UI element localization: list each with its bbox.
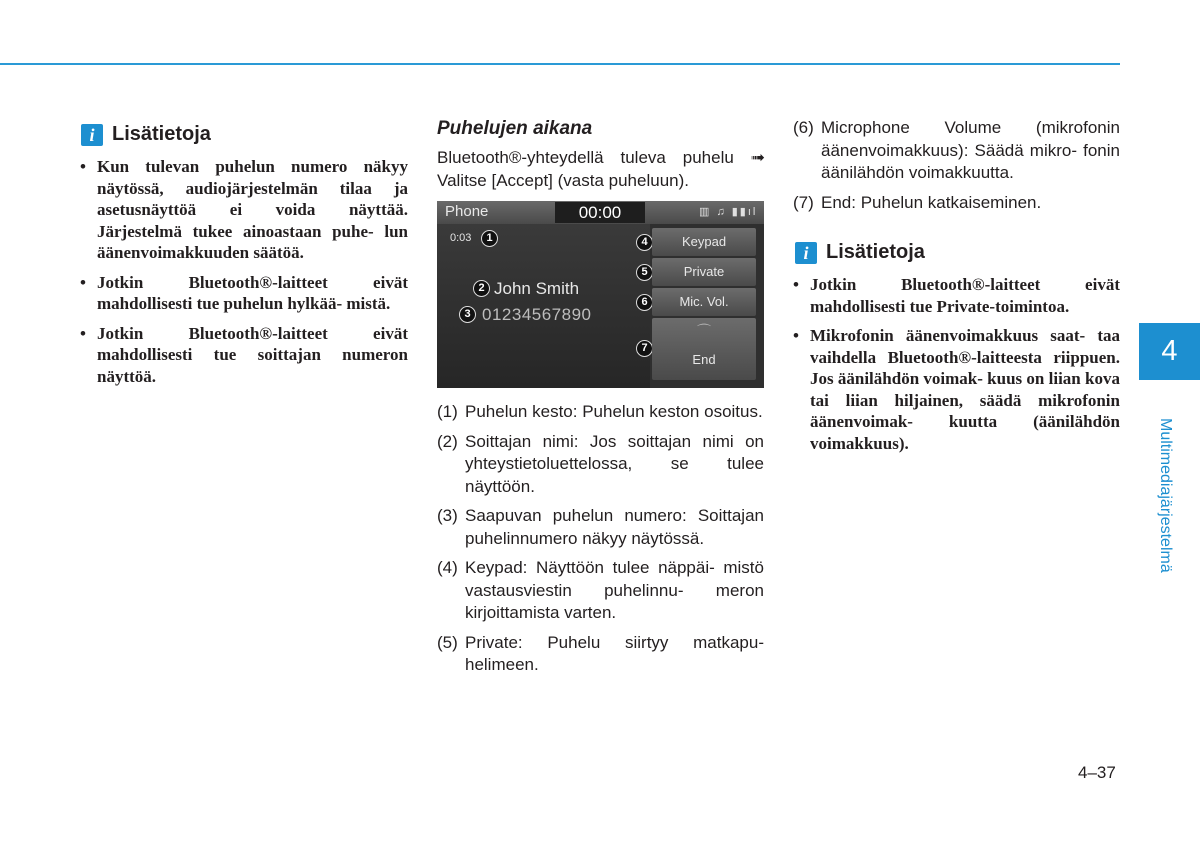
section-title: Puhelujen aikana [437,118,593,139]
list-item [437,431,764,499]
item-number: (7) [793,192,814,212]
callout-7: 7 [636,340,653,357]
item-text: Soittajan nimi: Jos soittajan nimi on yhteystietoluettelossa, se tulee näyttöön. [465,431,764,496]
list-item: • Jotkin Bluetooth®-laitteet eivät mahdollisesti tue soittajan numeron näyttöä. [80,323,408,388]
info-icon: i [81,124,103,146]
list-item: • Kun tulevan puhelun numero näkyy näytössä, audiojärjestelmän tilaa ja asetusnäyttöä ei voida näyttää. Järjestelmä tukee ainoastaan puhe- lun äänenvoimakkuuden säätöä. [80,156,408,264]
item-text: Saapuvan puhelun numero: Soittajan puhelinnumero näkyy näytössä. [465,506,764,548]
left-info-header [81,123,211,146]
app-name: Phone [445,203,489,220]
item-number: (6) [793,118,814,137]
caller-number: 01234567890 [482,305,592,324]
callout-6: 6 [636,294,653,311]
list-item: • Jotkin Bluetooth®-laitteet eivät mahdollisesti tue Private-toimintoa. [793,274,1120,317]
end-call-button[interactable] [652,318,756,380]
keypad-button[interactable]: Keypad [652,228,756,256]
info-icon: i [795,242,817,264]
list-item [793,192,1120,215]
private-button[interactable]: Private [652,258,756,286]
list-item [437,557,764,625]
item-text: Puhelun kesto: Puhelun keston osoitus. [465,402,763,421]
section-intro: Bluetooth®-yhteydellä tuleva puhelu ➟ Valitse [Accept] (vasta puheluun). [437,148,765,190]
right-info-list [793,274,1120,462]
right-info-title: Lisätietoja [826,241,925,263]
item-text: Private: Puhelu siirtyy matkapu- helimeen. [465,632,764,674]
chapter-label: Multimediajärjestelmä [1157,418,1174,573]
end-label: End [692,352,716,367]
list-item [437,505,764,550]
item-text: Keypad: Näyttöön tulee näppäi- mistö vastausviestin puhelinnu- meron kirjoittamista varten. [465,558,764,622]
header-rule [0,63,1120,65]
callout-1: 1 [481,230,498,247]
list-item: • Jotkin Bluetooth®-laitteet eivät mahdollisesti tue puhelun hylkää- mistä. [80,272,408,315]
list-item: • Mikrofonin äänenvoimakkuus saat- taa vaihdella Bluetooth®-laitteesta riippuen. Jos äänilähdön voimak- kuus on liian kova tai liian hiljainen, säädä mikrofonin äänenvoimak- kuutta (äänilähdön voimakkuus). [793,325,1120,454]
chapter-tab: 4 [1139,323,1200,380]
caller-name: John Smith [494,279,580,298]
legend-list-right [793,117,1120,221]
item-text: Microphone Volume (mikrofonin äänenvoimakkuus): Säädä mikro- fonin äänilähdön voimakkuutta. [821,118,1120,182]
item-number: (1) [437,402,458,421]
status-icons: ▥ ♫ ▮▮ıl [699,206,758,218]
status-bar [437,201,764,224]
callout-3: 3 [459,306,476,323]
list-item [437,632,764,677]
legend-list-left [437,401,764,684]
callout-2: 2 [473,280,490,297]
item-text: End: Puhelun katkaiseminen. [821,192,1042,212]
call-timer: 00:00 [555,202,645,223]
left-info-title: Lisätietoja [112,123,211,145]
phone-screen-illustration [437,201,764,388]
list-item [793,117,1120,185]
list-item [437,401,764,424]
call-duration: 0:03 [450,232,472,244]
item-number: (3) [437,506,458,525]
callout-5: 5 [636,264,653,281]
item-number: (5) [437,632,458,652]
item-number: (4) [437,558,458,577]
mic-volume-button[interactable]: Mic. Vol. [652,288,756,316]
item-number: (2) [437,431,458,451]
handset-icon: ⌒ [697,323,711,339]
left-info-list [80,156,408,395]
callout-4: 4 [636,234,653,251]
right-info-header [795,241,925,264]
page-number: 4–37 [1078,763,1116,782]
